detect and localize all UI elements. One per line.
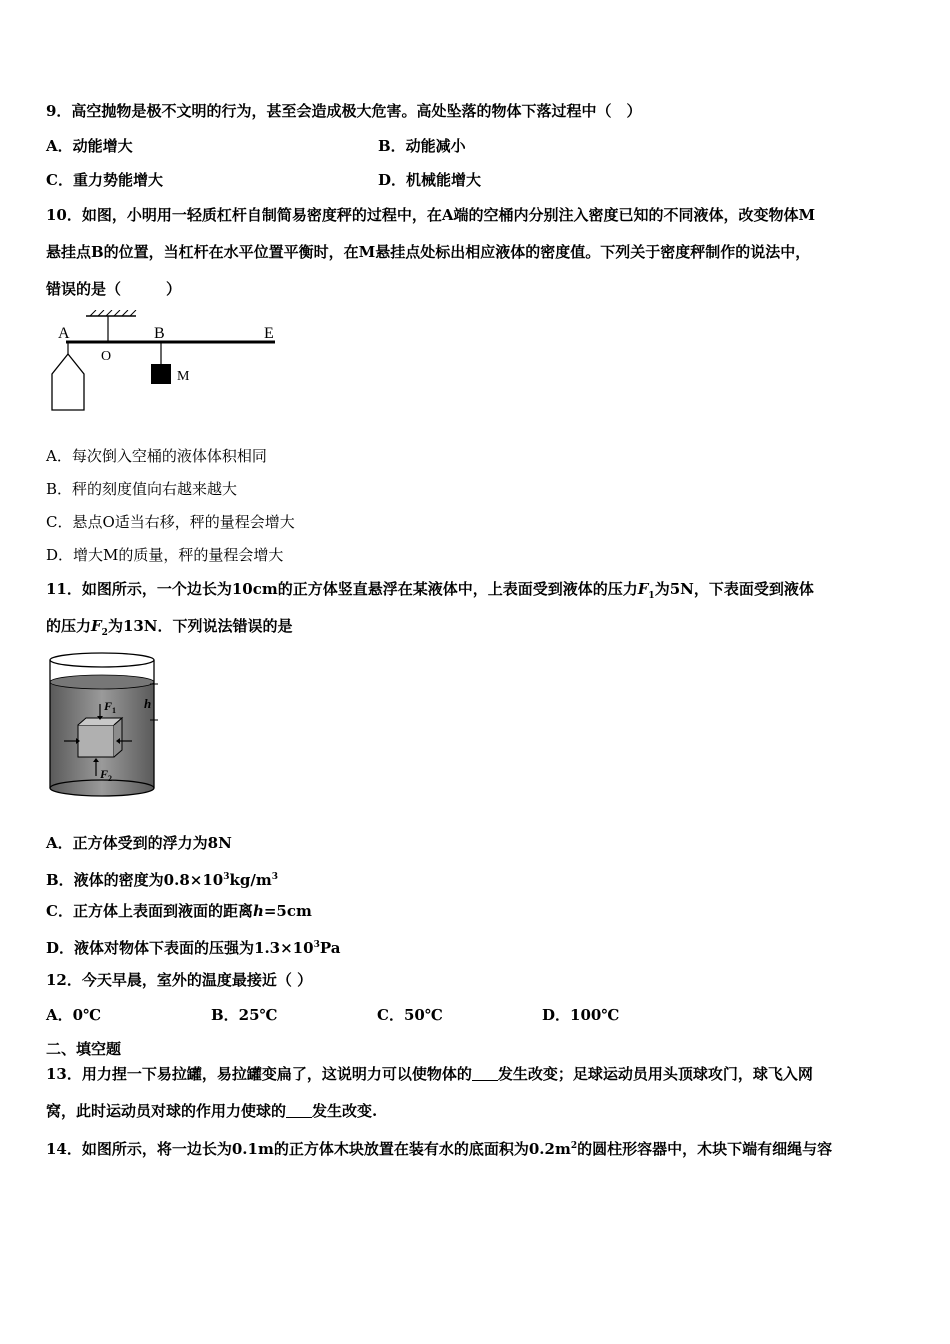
q11-option-c[interactable]: C．正方体上表面到液面的距离h=5cm [46,902,312,920]
q13-line1: 13．用力捏一下易拉罐，易拉罐变扁了，这说明力可以使物体的 发生改变；足球运动员用头顶球攻门，球飞入网 [46,1065,813,1083]
q10-stem-line1: 10．如图，小明用一轻质杠杆自制简易密度秤的过程中，在A端的空桶内分别注入密度已知的不同液体，改变物体M [46,206,816,224]
q11-option-b[interactable]: B．液体的密度为$0.8\times 10^3kg/m^3$ [46,871,278,889]
q10-option-b[interactable]: B．秤的刻度值向右越来越大 [46,480,238,498]
q9-stem: 9．高空抛物是极不文明的行为，甚至会造成极大危害。高处坠落的物体下落过程中（ ） [46,102,642,120]
q9-option-a[interactable]: A．动能增大 [46,137,133,155]
q10-option-d[interactable]: D．增大M的质量，秤的量程会增大 [46,546,284,564]
section-heading: 二、填空题 [46,1040,122,1058]
q9-option-c[interactable]: C．重力势能增大 [46,171,163,189]
q13-blank-2[interactable] [286,1103,312,1118]
q11-option-d[interactable]: D．液体对物体下表面的压强为$1.3\times 10^3Pa$ [46,939,341,957]
label-a: A [58,325,70,342]
label-f1-sub: 1 [112,706,116,715]
q12-option-c[interactable]: C．50℃ [377,1006,443,1024]
label-f2-sub: 2 [108,774,112,783]
q13-blank-1[interactable] [472,1066,498,1081]
lever-diagram [46,310,286,420]
q10-option-a[interactable]: A．每次倒入空桶的液体体积相同 [46,447,267,465]
q9-option-d[interactable]: D．机械能增大 [378,171,482,189]
label-m: M [177,369,190,384]
q12-option-d[interactable]: D．100℃ [542,1006,620,1024]
q10-stem-line2: 悬挂点B的位置，当杠杆在水平位置平衡时，在M悬挂点处标出相应液体的密度值。下列关于密度秤制作的说法中， [46,243,811,261]
label-o: O [101,349,112,364]
label-b: B [154,325,165,342]
q10-option-c[interactable]: C．悬点O适当右移，秤的量程会增大 [46,513,295,531]
label-f1: F [104,699,113,713]
q12-stem: 12．今天早晨，室外的温度最接近（ ） [46,971,313,989]
q11-stem-line1: 11．如图所示，一个边长为10cm的正方体竖直悬浮在某液体中，上表面受到液体的压力$F_1$为5N，下表面受到液体 [46,580,814,601]
beaker-diagram [44,650,164,800]
label-h: h [144,696,152,711]
q10-stem-line3: 错误的是（ ） [46,280,182,298]
mass-block-m [151,364,171,384]
q11-option-a[interactable]: A．正方体受到的浮力为8N [46,834,232,852]
q9-option-b[interactable]: B．动能减小 [378,137,466,155]
q14-stem: 14．如图所示，将一边长为0.1m的正方体木块放置在装有水的底面积为$0.2m^2$的圆柱形容器中，木块下端有细绳与容 [46,1140,833,1158]
label-e: E [264,325,274,342]
q12-option-b[interactable]: B．25℃ [211,1006,278,1024]
q13-line2: 窝，此时运动员对球的作用力使球的 发生改变. [46,1102,378,1120]
q12-option-a[interactable]: A．0℃ [46,1006,102,1024]
label-f2: F [100,767,109,781]
q11-stem-line2: 的压力$F_2$为13N．下列说法错误的是 [46,617,293,638]
